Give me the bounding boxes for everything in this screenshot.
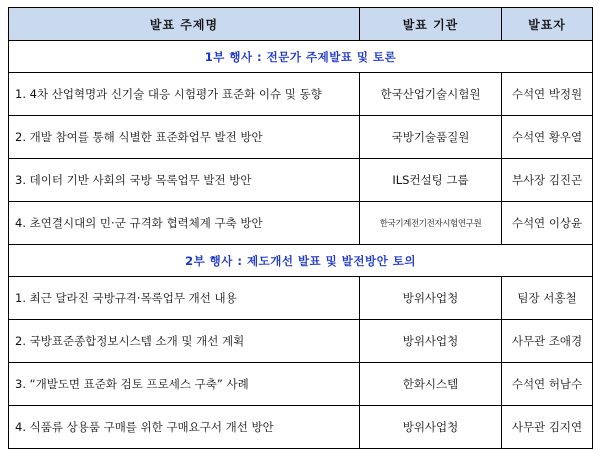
header-topic: 발표 주제명 [9,8,360,41]
table-row [9,159,593,202]
topic-cell: 3. 데이터 기반 사회의 국방 목록업무 발전 방안 [9,159,360,202]
topic-cell: 1. 4차 산업혁명과 신기술 대응 시험평가 표준화 이슈 및 동향 [9,73,360,116]
org-cell: 방위사업청 [360,277,502,320]
speaker-cell: 수석연 황우열 [502,116,593,159]
speaker-cell: 부사장 김진곤 [502,159,593,202]
org-cell: 방위사업청 [360,320,502,363]
topic-cell: 4. 식품류 상용품 구매를 위한 구매요구서 개선 방안 [9,406,360,449]
table-row [9,320,593,363]
header-row [9,8,593,41]
org-cell: 방위사업청 [360,406,502,449]
table-row [9,277,593,320]
speaker-cell: 사무관 조애경 [502,320,593,363]
section-title: 2부 행사 : 제도개선 발표 및 발전방안 토의 [9,245,593,277]
org-cell: 국방기술품질원 [360,116,502,159]
topic-cell: 4. 초연결시대의 민·군 규격화 협력체계 구축 방안 [9,202,360,245]
org-cell: ILS컨설팅 그룹 [360,159,502,202]
section-title-row [9,245,593,277]
topic-cell: 1. 최근 달라진 국방규격·목록업무 개선 내용 [9,277,360,320]
topic-cell: 2. 개발 참여를 통해 식별한 표준화업무 발전 방안 [9,116,360,159]
topic-cell: 2. 국방표준종합정보시스템 소개 및 개선 계획 [9,320,360,363]
header-speaker: 발표자 [502,8,593,41]
table-row [9,406,593,449]
table-row [9,73,593,116]
table-row [9,202,593,245]
header-org: 발표 기관 [360,8,502,41]
section-title: 1부 행사 : 전문가 주제발표 및 토론 [9,41,593,73]
speaker-cell: 수석연 박정원 [502,73,593,116]
table-row [9,116,593,159]
org-cell: 한화시스템 [360,363,502,406]
speaker-cell: 사무관 김지연 [502,406,593,449]
section-title-row [9,41,593,73]
speaker-cell: 수석연 허남수 [502,363,593,406]
org-cell: 한국기계전기전자시험연구원 [360,202,502,245]
topic-cell: 3. “개발도면 표준화 검토 프로세스 구축” 사례 [9,363,360,406]
schedule-table [8,7,593,449]
table-row [9,363,593,406]
speaker-cell: 팀장 서홍철 [502,277,593,320]
org-cell: 한국산업기술시험원 [360,73,502,116]
speaker-cell: 수석연 이상윤 [502,202,593,245]
